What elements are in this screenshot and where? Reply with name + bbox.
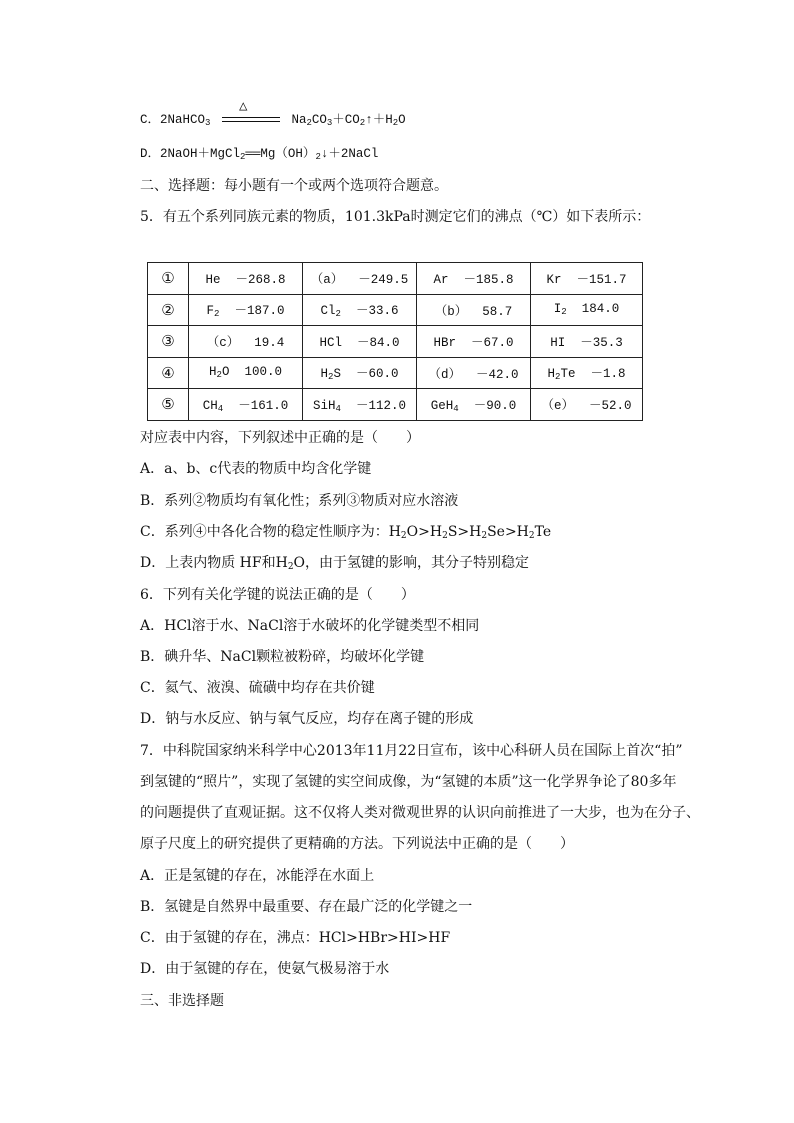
boiling-point-value: －112.0 bbox=[355, 398, 406, 413]
table-cell bbox=[417, 263, 531, 295]
question-5-option-c: C．系列④中各化合物的稳定性顺序为：$H_2O>H_2S>H_2Se>H_2Te$ bbox=[140, 524, 552, 541]
formula-tail: O bbox=[221, 365, 230, 380]
table-cell bbox=[303, 389, 417, 421]
formula: Cl bbox=[320, 304, 336, 319]
boiling-point-value: －268.8 bbox=[235, 273, 286, 288]
equation-option-c: C．2NaHCO$_3$ △ $Na_2CO_3+CO_2↑+H_2O$ bbox=[140, 98, 406, 128]
table-cell bbox=[189, 357, 303, 389]
formula: SiH bbox=[313, 398, 336, 413]
boiling-point-value: 184.0 bbox=[581, 302, 620, 317]
table-cell bbox=[417, 357, 531, 389]
formula: F bbox=[206, 304, 215, 319]
boiling-point-value: －84.0 bbox=[357, 336, 400, 351]
formula: H bbox=[547, 367, 556, 382]
table-cell bbox=[189, 326, 303, 358]
table-cell bbox=[189, 389, 303, 421]
boiling-point-value: －249.5 bbox=[358, 273, 409, 288]
question-7-line-3: 的问题提供了直观证据。这不仅将人类对微观世界的认识向前推进了一大步，也为在分子、 bbox=[140, 805, 700, 821]
table-cell bbox=[531, 326, 643, 358]
formula-subscript: 2 bbox=[561, 307, 567, 318]
boiling-point-table bbox=[147, 262, 643, 421]
series-number: ② bbox=[148, 294, 189, 326]
table-cell bbox=[303, 357, 417, 389]
formula-subscript: 4 bbox=[335, 403, 341, 414]
table-cell bbox=[531, 263, 643, 295]
series-number: ⑤ bbox=[148, 389, 189, 421]
table-cell bbox=[417, 389, 531, 421]
boiling-point-value: 19.4 bbox=[254, 336, 285, 351]
question-7-option-b: B．氢键是自然界中最重要、存在最广泛的化学键之一 bbox=[140, 899, 473, 915]
table-row bbox=[148, 357, 643, 389]
formula: （c） bbox=[206, 336, 240, 351]
table-cell bbox=[303, 326, 417, 358]
boiling-point-value: －161.0 bbox=[238, 398, 289, 413]
formula: HBr bbox=[433, 336, 456, 351]
boiling-point-value: －67.0 bbox=[471, 336, 514, 351]
table-row bbox=[148, 294, 643, 326]
section-2-heading: 二、选择题：每小题有一个或两个选项符合题意。 bbox=[140, 178, 448, 194]
formula-tail: S bbox=[333, 367, 341, 382]
formula-subscript: 2 bbox=[214, 309, 220, 320]
formula: HI bbox=[550, 336, 566, 351]
table-row bbox=[148, 326, 643, 358]
formula: I bbox=[553, 302, 562, 317]
formula-subscript: 2 bbox=[555, 372, 561, 383]
question-5-option-b: B．系列②物质均有氧化性；系列③物质对应水溶液 bbox=[140, 493, 459, 509]
table-cell bbox=[531, 357, 643, 389]
formula: H bbox=[209, 365, 217, 380]
series-number: ① bbox=[148, 263, 189, 295]
table-cell bbox=[189, 294, 303, 326]
boiling-point-value: －90.0 bbox=[473, 398, 517, 413]
formula: HCl bbox=[319, 336, 342, 351]
question-7-line-2: 到氢键的“照片”，实现了氢键的实空间成像，为“氢键的本质”这一化学界争论了80多年 bbox=[140, 774, 677, 790]
formula: （d） bbox=[428, 367, 461, 382]
formula-subscript: 2 bbox=[328, 372, 334, 383]
question-7-option-d: D．由于氢键的存在，使氨气极易溶于水 bbox=[140, 961, 390, 977]
formula: GeH bbox=[430, 398, 454, 413]
question-6-option-a: A．HCl溶于水、NaCl溶于水破坏的化学键类型不相同 bbox=[140, 618, 480, 634]
table-cell bbox=[417, 294, 531, 326]
formula: Kr bbox=[546, 273, 562, 288]
question-7-option-a: A．正是氢键的存在，冰能浮在水面上 bbox=[140, 868, 375, 884]
question-6-option-b: B．碘升华、NaCl颗粒被粉碎，均破坏化学键 bbox=[140, 649, 425, 665]
boiling-point-value: －33.6 bbox=[355, 304, 399, 319]
question-5: 5．有五个系列同族元素的物质，101.3kPa时测定它们的沸点（℃）如下表所示： bbox=[140, 209, 651, 225]
boiling-point-value: －60.0 bbox=[355, 367, 399, 382]
formula: H bbox=[320, 367, 329, 382]
boiling-point-value: －52.0 bbox=[589, 399, 632, 414]
table-cell bbox=[189, 263, 303, 295]
formula: Ar bbox=[433, 273, 449, 288]
equation-option-d: D．$2NaOH+MgCl_2══Mg(OH)_2↓+2NaCl$ bbox=[140, 147, 379, 162]
table-cell bbox=[531, 294, 643, 326]
question-6: 6．下列有关化学键的说法正确的是（ ） bbox=[140, 587, 415, 603]
question-5-prompt: 对应表中内容，下列叙述中正确的是（ ） bbox=[140, 430, 420, 446]
formula: CH bbox=[202, 398, 218, 413]
boiling-point-value: －185.8 bbox=[463, 273, 514, 288]
boiling-point-value: 58.7 bbox=[482, 304, 513, 319]
question-7-line-4: 原子尺度上的研究提供了更精确的方法。下列说法中正确的是（ ） bbox=[140, 836, 574, 852]
boiling-point-value: －187.0 bbox=[234, 304, 285, 319]
boiling-point-value: 100.0 bbox=[244, 365, 282, 380]
formula: （b） bbox=[434, 304, 468, 319]
formula-subscript: 2 bbox=[216, 370, 222, 381]
series-number: ③ bbox=[148, 326, 189, 358]
section-3-heading: 三、非选择题 bbox=[140, 993, 224, 1009]
question-7-option-c: C．由于氢键的存在，沸点：HCl>HBr>HI>HF bbox=[140, 930, 451, 946]
question-5-option-d: D．上表内物质 HF和$H_2O$，由于氢键的影响，其分子特别稳定 bbox=[140, 555, 530, 572]
table-row bbox=[148, 389, 643, 421]
question-6-option-c: C．氦气、液溴、硫磺中均存在共价键 bbox=[140, 680, 375, 696]
formula: He bbox=[205, 273, 221, 288]
table-cell bbox=[417, 326, 531, 358]
question-7-line-1: 7．中科院国家纳米科学中心2013年11月22日宣布，该中心科研人员在国际上首次“拍” bbox=[140, 743, 683, 759]
table-cell bbox=[531, 389, 643, 421]
formula-tail: Te bbox=[560, 367, 576, 382]
formula-subscript: 4 bbox=[217, 403, 224, 414]
table-row bbox=[148, 263, 643, 295]
formula-subscript: 4 bbox=[453, 403, 459, 414]
table-cell bbox=[303, 263, 417, 295]
boiling-point-value: －1.8 bbox=[590, 367, 626, 382]
question-6-option-d: D．钠与水反应、钠与氧气反应，均存在离子键的形成 bbox=[140, 711, 474, 727]
table-cell bbox=[303, 294, 417, 326]
heating-condition-symbol: △ bbox=[222, 113, 280, 127]
formula: （e） bbox=[541, 399, 574, 414]
question-5-option-a: A．a、b、c代表的物质中均含化学键 bbox=[140, 461, 372, 477]
boiling-point-value: －151.7 bbox=[576, 273, 627, 288]
boiling-point-value: －42.0 bbox=[476, 367, 519, 382]
series-number: ④ bbox=[148, 357, 189, 389]
formula-subscript: 2 bbox=[335, 309, 341, 320]
formula: （a） bbox=[310, 273, 344, 288]
boiling-point-value: －35.3 bbox=[580, 336, 623, 351]
